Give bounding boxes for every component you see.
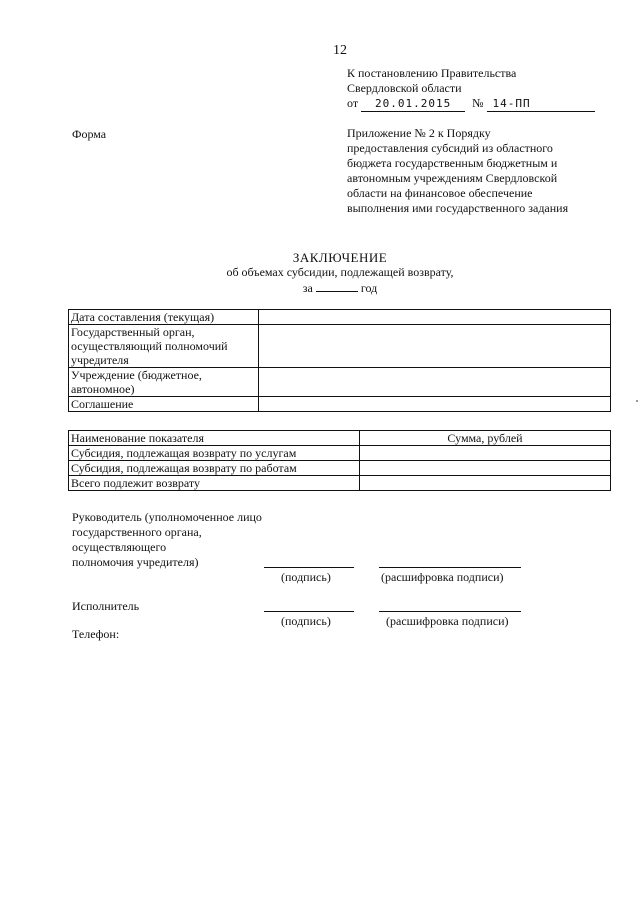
- executor-signature-line[interactable]: [264, 611, 354, 612]
- info-value[interactable]: [259, 368, 611, 397]
- executor-signature-caption: (подпись): [281, 614, 331, 628]
- decree-line-1: К постановлению Правительства: [347, 66, 517, 80]
- sum-value[interactable]: [360, 461, 611, 476]
- info-label: Дата составления (текущая): [69, 310, 259, 325]
- appendix-line: Приложение № 2 к Порядку: [347, 126, 491, 140]
- info-value[interactable]: [259, 310, 611, 325]
- info-label: Учреждение (бюджетное, автономное): [69, 368, 259, 397]
- head-signature-line[interactable]: [264, 567, 354, 568]
- appendix-line: выполнения ими государственного задания: [347, 201, 569, 215]
- sum-label: Субсидия, подлежащая возврату по услугам: [69, 446, 360, 461]
- decree-number-prefix: №: [472, 96, 484, 110]
- form-label: Форма: [72, 127, 107, 141]
- year-prefix: за: [302, 281, 313, 295]
- head-decode-caption: (расшифровка подписи): [381, 570, 504, 584]
- executor-decode-line[interactable]: [379, 611, 521, 612]
- phone-label: Телефон:: [72, 627, 120, 641]
- decree-date-prefix: от: [347, 96, 359, 110]
- decree-number: 14-ПП: [487, 96, 595, 112]
- header-sum: Сумма, рублей: [360, 431, 611, 446]
- decree-date: 20.01.2015: [361, 96, 465, 112]
- table-header-row: [69, 431, 611, 446]
- sum-label: Субсидия, подлежащая возврату по работам: [69, 461, 360, 476]
- year-suffix: год: [360, 281, 378, 295]
- appendix-heading: [347, 126, 607, 216]
- appendix-line: автономным учреждениям Свердловской: [347, 171, 558, 185]
- info-label: Государственный орган, осуществляющий полномочий учредителя: [69, 325, 259, 368]
- table-row: [69, 325, 611, 368]
- sum-label: Всего подлежит возврату: [69, 476, 360, 491]
- info-value[interactable]: [259, 397, 611, 412]
- table-row: [69, 368, 611, 397]
- info-table: [68, 309, 611, 412]
- head-signature-caption: (подпись): [281, 570, 331, 584]
- decree-date-line: [347, 96, 595, 112]
- head-signer-label: [72, 510, 262, 570]
- table-row: [69, 461, 611, 476]
- sum-value[interactable]: [360, 476, 611, 491]
- executor-decode-caption: (расшифровка подписи): [386, 614, 509, 628]
- title-main: ЗАКЛЮЧЕНИЕ: [292, 250, 388, 265]
- appendix-line: предоставления субсидий из областного: [347, 141, 553, 155]
- signer-line: осуществляющего: [72, 540, 167, 554]
- decree-line-2: Свердловской области: [347, 81, 462, 95]
- info-value[interactable]: [259, 325, 611, 368]
- decree-reference: [347, 66, 595, 112]
- appendix-line: бюджета государственным бюджетным и: [347, 156, 558, 170]
- page-number: 12: [333, 43, 347, 58]
- signer-line: государственного органа,: [72, 525, 202, 539]
- head-decode-line[interactable]: [379, 567, 521, 568]
- scan-speck: [636, 400, 638, 402]
- info-label: Соглашение: [69, 397, 259, 412]
- title-year-line: [0, 280, 640, 296]
- sum-value[interactable]: [360, 446, 611, 461]
- table-row: [69, 476, 611, 491]
- header-indicator-name: Наименование показателя: [69, 431, 360, 446]
- year-blank[interactable]: [316, 280, 358, 292]
- table-row: [69, 397, 611, 412]
- appendix-line: области на финансовое обеспечение: [347, 186, 533, 200]
- signer-line: полномочия учредителя): [72, 555, 199, 569]
- sum-table: [68, 430, 611, 491]
- signer-line: Руководитель (уполномоченное лицо: [72, 510, 262, 524]
- title-subtitle: об объемах субсидии, подлежащей возврату,: [226, 265, 454, 279]
- table-row: [69, 310, 611, 325]
- table-row: [69, 446, 611, 461]
- document-title: [0, 250, 640, 296]
- executor-label: Исполнитель: [72, 599, 140, 613]
